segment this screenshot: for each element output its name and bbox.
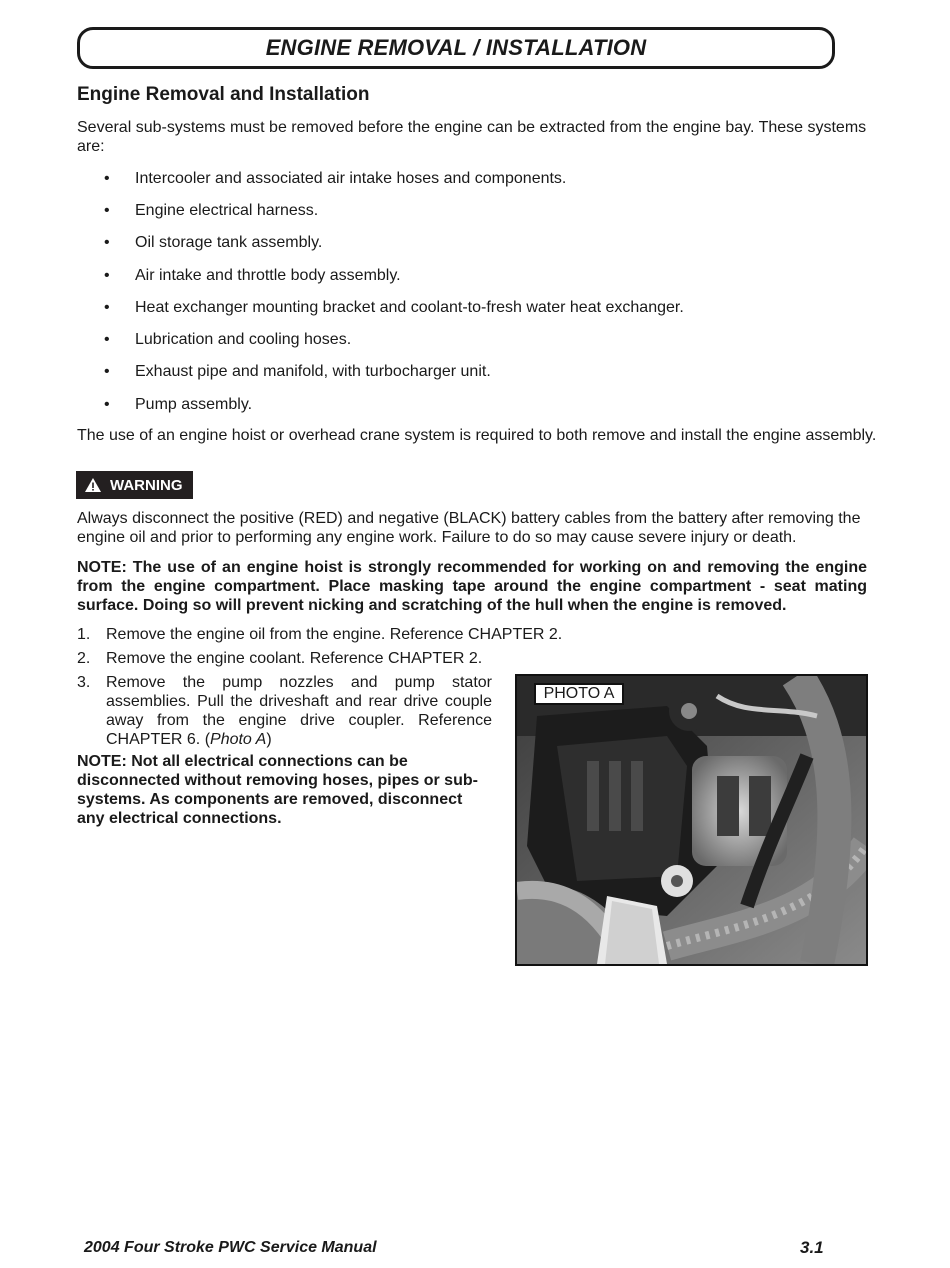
step-number: 3.: [77, 674, 91, 691]
bullet-icon: •: [104, 234, 110, 251]
page-number: 3.1: [800, 1238, 824, 1257]
chapter-title: ENGINE REMOVAL / INSTALLATION: [265, 35, 647, 60]
bullet-icon: •: [104, 202, 110, 219]
warning-label: WARNING: [110, 476, 183, 494]
bullet-icon: •: [104, 170, 110, 187]
bullet-icon: •: [104, 396, 110, 413]
subsystem-list: • Intercooler and associated air intake hoses and components. • Engine electrical harness. • Oil storage tank assembly. • Air intake and throttle body assembly. • Heat exchanger mounting bracket and coolant-to-fresh water heat exchanger. • Lubrication and cooling hoses. • Exhaust pipe and manifold, with turbocharger unit. • Pump assembly.: [104, 170, 684, 413]
warning-triangle-icon: [84, 477, 102, 493]
section-title: Engine Removal and Installation: [77, 84, 370, 105]
intro-paragraph: Several sub-systems must be removed before the engine can be extracted from the engine bay. These systems are:: [77, 119, 867, 155]
bullet-icon: •: [104, 363, 110, 380]
note-hoist: NOTE: The use of an engine hoist is strongly recommended for working on and removing the engine from the engine compartment. Place masking tape around the engine compartment - seat mating surface. Doing so will prevent nicking and scratching of the hull when the engine is removed.: [77, 559, 867, 614]
step-number: 1.: [77, 626, 91, 643]
step-text: Remove the pump nozzles and pump stator assemblies. Pull the driveshaft and rear drive couple away from the engine drive coupler. Reference CHAPTER 6. (Photo A): [106, 674, 492, 748]
warning-text: Always disconnect the positive (RED) and negative (BLACK) battery cables from the battery after removing the engine oil and prior to performing any engine work. Failure to do so may cause severe injury or death.: [77, 510, 861, 546]
bullet-icon: •: [104, 267, 110, 284]
footer-manual-title: 2004 Four Stroke PWC Service Manual: [84, 1239, 377, 1256]
step-text: Remove the engine coolant. Reference CHAPTER 2.: [106, 650, 483, 667]
photo-reference: Photo A: [210, 731, 267, 748]
bullet-icon: •: [104, 299, 110, 316]
step-text: Remove the engine oil from the engine. Reference CHAPTER 2.: [106, 626, 563, 643]
photo-label: PHOTO A: [534, 683, 624, 705]
step-number: 2.: [77, 650, 91, 667]
warning-badge: [76, 471, 193, 499]
bullet-icon: •: [104, 331, 110, 348]
note-electrical: NOTE: Not all electrical connections can be disconnected without removing hoses, pipes or sub-systems. As components are removed, disconnect any electrical connections.: [77, 753, 478, 827]
hoist-paragraph: The use of an engine hoist or overhead crane system is required to both remove and install the engine assembly.: [77, 427, 877, 444]
engine-photo: [515, 674, 868, 966]
engine-photo-image: [517, 676, 866, 964]
chapter-header: [77, 27, 835, 69]
